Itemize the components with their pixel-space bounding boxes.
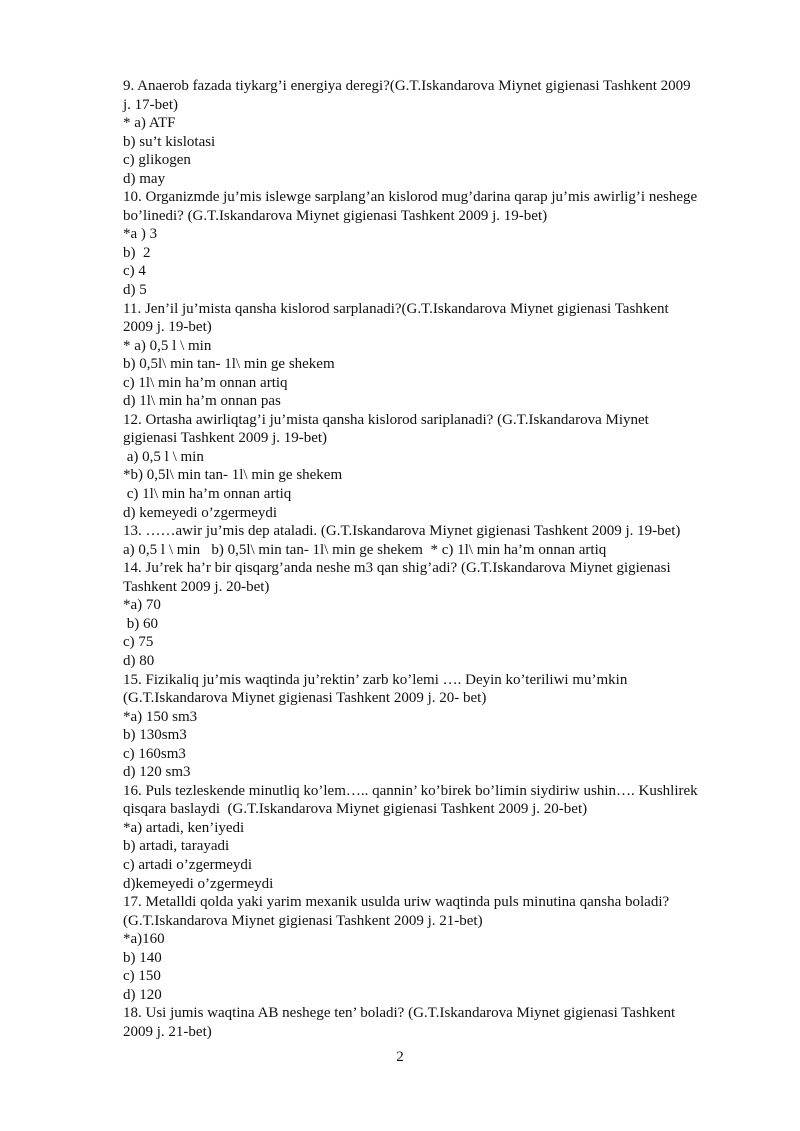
text-line: 16. Puls tezleskende minutliq ko’lem….. qannin’ ko’birek bo’limin siydiriw ushin…. Kushlirek bbox=[123, 782, 698, 799]
text-line: 2009 j. 19-bet) bbox=[123, 319, 212, 336]
text-line: d) 120 bbox=[123, 986, 162, 1003]
text-line: 2009 j. 21-bet) bbox=[123, 1023, 212, 1040]
text-line: b) 2 bbox=[123, 244, 151, 261]
text-line: b) 140 bbox=[123, 949, 162, 966]
text-line: *a) 150 sm3 bbox=[123, 708, 198, 725]
text-line: gigienasi Tashkent 2009 j. 19-bet) bbox=[123, 430, 328, 447]
text-line: *a) 70 bbox=[123, 597, 161, 614]
text-line: *b) 0,5l\ min tan- 1l\ min ge shekem bbox=[123, 467, 343, 484]
text-line: *a)160 bbox=[123, 931, 165, 948]
text-line: bo’linedi? (G.T.Iskandarova Miynet gigienasi Tashkent 2009 j. 19-bet) bbox=[123, 207, 548, 224]
text-line: (G.T.Iskandarova Miynet gigienasi Tashkent 2009 j. 21-bet) bbox=[123, 912, 483, 929]
text-line: 15. Fizikaliq ju’mis waqtinda ju’rektin’ zarb ko’lemi …. Deyin ko’teriliwi mu’mkin bbox=[123, 671, 628, 688]
text-line: b) 60 bbox=[123, 615, 158, 632]
text-line: qisqara baslaydi (G.T.Iskandarova Miynet gigienasi Tashkent 2009 j. 20-bet) bbox=[123, 801, 588, 818]
text-line: 18. Usi jumis waqtina AB neshege ten’ boladi? (G.T.Iskandarova Miynet gigienasi Tashkent bbox=[123, 1005, 676, 1022]
text-line: c) 1l\ min ha’m onnan artiq bbox=[123, 374, 288, 391]
text-line: b) su’t kislotasi bbox=[123, 133, 216, 150]
text-line: d) kemeyedi o’zgermeydi bbox=[123, 504, 278, 521]
text-line: c) glikogen bbox=[123, 152, 191, 169]
text-line: j. 17-bet) bbox=[123, 96, 178, 113]
text-line: 9. Anaerob fazada tiykarg’i energiya deregi?(G.T.Iskandarova Miynet gigienasi Tashkent 2009 bbox=[123, 78, 691, 94]
text-line: (G.T.Iskandarova Miynet gigienasi Tashkent 2009 j. 20- bet) bbox=[123, 690, 487, 707]
document-body bbox=[123, 77, 753, 1041]
text-line: c) artadi o’zgermeydi bbox=[123, 856, 253, 873]
text-line: c) 75 bbox=[123, 634, 154, 651]
text-line: c) 150 bbox=[123, 968, 161, 985]
text-line: c) 4 bbox=[123, 263, 146, 280]
text-line: d)kemeyedi o’zgermeydi bbox=[123, 875, 274, 892]
text-line: b) 130sm3 bbox=[123, 727, 187, 744]
text-line: a) 0,5 l \ min bbox=[123, 448, 204, 465]
text-line: c) 1l\ min ha’m onnan artiq bbox=[123, 486, 292, 503]
text-line: * a) ATF bbox=[123, 115, 176, 132]
text-line: 12. Ortasha awirliqtag’i ju’mista qansha kislorod sariplanadi? (G.T.Iskandarova Miynet bbox=[123, 411, 649, 428]
text-line: b) 0,5l\ min tan- 1l\ min ge shekem bbox=[123, 356, 335, 373]
text-line: *a ) 3 bbox=[123, 226, 158, 243]
text-line: * a) 0,5 l \ min bbox=[123, 337, 212, 354]
text-line: a) 0,5 l \ min b) 0,5l\ min tan- 1l\ min ge shekem * c) 1l\ min ha’m onnan artiq bbox=[123, 541, 607, 558]
text-line: d) 120 sm3 bbox=[123, 764, 191, 781]
text-line: *a) artadi, ken’iyedi bbox=[123, 819, 245, 836]
text-line: 10. Organizmde ju’mis islewge sarplang’an kislorod mug’darina qarap ju’mis awirlig’i neshege bbox=[123, 189, 698, 206]
text-line: b) artadi, tarayadi bbox=[123, 838, 230, 855]
page-number: 2 bbox=[396, 1049, 404, 1065]
text-line: c) 160sm3 bbox=[123, 745, 186, 762]
text-line: d) 1l\ min ha’m onnan pas bbox=[123, 393, 281, 410]
text-line: 17. Metalldi qolda yaki yarim mexanik usulda uriw waqtinda puls minutina qansha boladi? bbox=[123, 894, 670, 911]
text-line: 11. Jen’il ju’mista qansha kislorod sarplanadi?(G.T.Iskandarova Miynet gigienasi Tashkent bbox=[123, 300, 669, 317]
text-line: 13. ……awir ju’mis dep ataladi. (G.T.Iskandarova Miynet gigienasi Tashkent 2009 j. 19-bet) bbox=[123, 523, 681, 540]
text-line: 14. Ju’rek ha’r bir qisqarg’anda neshe m3 qan shig’adi? (G.T.Iskandarova Miynet gigienasi bbox=[123, 560, 671, 577]
text-line: Tashkent 2009 j. 20-bet) bbox=[123, 578, 270, 595]
text-line: d) 5 bbox=[123, 282, 147, 299]
text-line: d) may bbox=[123, 170, 166, 187]
text-line: d) 80 bbox=[123, 652, 155, 669]
